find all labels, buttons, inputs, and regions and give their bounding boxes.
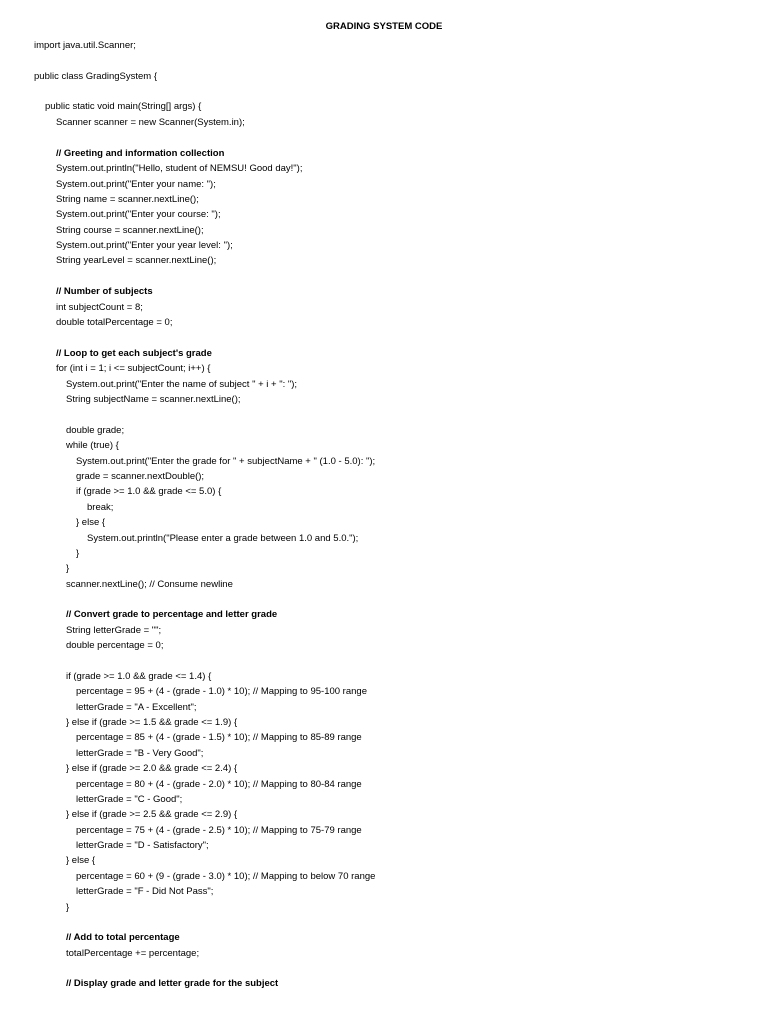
code-line: String course = scanner.nextLine(); [56,225,204,236]
code-line: percentage = 85 + (4 - (grade - 1.5) * 10); // Mapping to 85-89 range [76,732,362,743]
code-line: String name = scanner.nextLine(); [56,194,199,205]
code-line: System.out.println("Hello, student of NEMSU! Good day!"); [56,163,303,174]
code-line: letterGrade = "C - Good"; [76,794,183,805]
code-line: } [66,902,70,913]
code-line: if (grade >= 1.0 && grade <= 1.4) { [66,671,212,682]
code-line: Scanner scanner = new Scanner(System.in); [56,117,245,128]
code-comment-line: // Convert grade to percentage and letter grade [66,609,278,620]
code-line: letterGrade = "F - Did Not Pass"; [76,886,214,897]
code-line: System.out.print("Enter your name: "); [56,179,216,190]
code-line: letterGrade = "A - Excellent"; [76,702,197,713]
code-line: String yearLevel = scanner.nextLine(); [56,255,217,266]
code-line: System.out.print("Enter the name of subject " + i + ": "); [66,379,298,390]
code-comment-line: // Add to total percentage [66,932,180,943]
code-line: System.out.print("Enter your year level: "); [56,240,233,251]
code-line: if (grade >= 1.0 && grade <= 5.0) { [76,486,222,497]
code-line: percentage = 60 + (9 - (grade - 3.0) * 10); // Mapping to below 70 range [76,871,376,882]
code-line: double totalPercentage = 0; [56,317,173,328]
code-line: String subjectName = scanner.nextLine(); [66,394,241,405]
code-line: break; [87,502,114,513]
code-line: } else { [66,855,96,866]
code-comment-line: // Display grade and letter grade for the subject [66,978,279,989]
code-line: System.out.println("Please enter a grade between 1.0 and 5.0."); [87,533,359,544]
code-line: for (int i = 1; i <= subjectCount; i++) { [56,363,211,374]
code-line: import java.util.Scanner; [34,40,136,51]
code-line: double grade; [66,425,125,436]
code-line: System.out.print("Enter the grade for " + subjectName + " (1.0 - 5.0): "); [76,456,376,467]
code-line: public class GradingSystem { [34,71,158,82]
code-line: String letterGrade = ""; [66,625,162,636]
code-line: totalPercentage += percentage; [66,948,200,959]
code-line: percentage = 95 + (4 - (grade - 1.0) * 10); // Mapping to 95-100 range [76,686,367,697]
code-line: percentage = 75 + (4 - (grade - 2.5) * 10); // Mapping to 75-79 range [76,825,362,836]
code-comment-line: // Greeting and information collection [56,148,225,159]
code-line: int subjectCount = 8; [56,302,143,313]
code-line: grade = scanner.nextDouble(); [76,471,205,482]
code-comment-line: // Loop to get each subject's grade [56,348,212,359]
code-line: while (true) { [66,440,119,451]
code-line: } else { [76,517,106,528]
code-line: } [76,548,80,559]
code-line: public static void main(String[] args) { [45,101,202,112]
code-line: System.out.print("Enter your course: "); [56,209,221,220]
code-line: letterGrade = "B - Very Good"; [76,748,204,759]
code-line: letterGrade = "D - Satisfactory"; [76,840,209,851]
code-line: } else if (grade >= 1.5 && grade <= 1.9) { [66,717,238,728]
code-comment-line: // Number of subjects [56,286,153,297]
code-line: percentage = 80 + (4 - (grade - 2.0) * 10); // Mapping to 80-84 range [76,779,362,790]
code-line: double percentage = 0; [66,640,164,651]
code-line: scanner.nextLine(); // Consume newline [66,579,233,590]
code-line: } [66,563,70,574]
code-line: } else if (grade >= 2.5 && grade <= 2.9) { [66,809,238,820]
document-title: GRADING SYSTEM CODE [325,21,443,32]
code-line: } else if (grade >= 2.0 && grade <= 2.4) { [66,763,238,774]
